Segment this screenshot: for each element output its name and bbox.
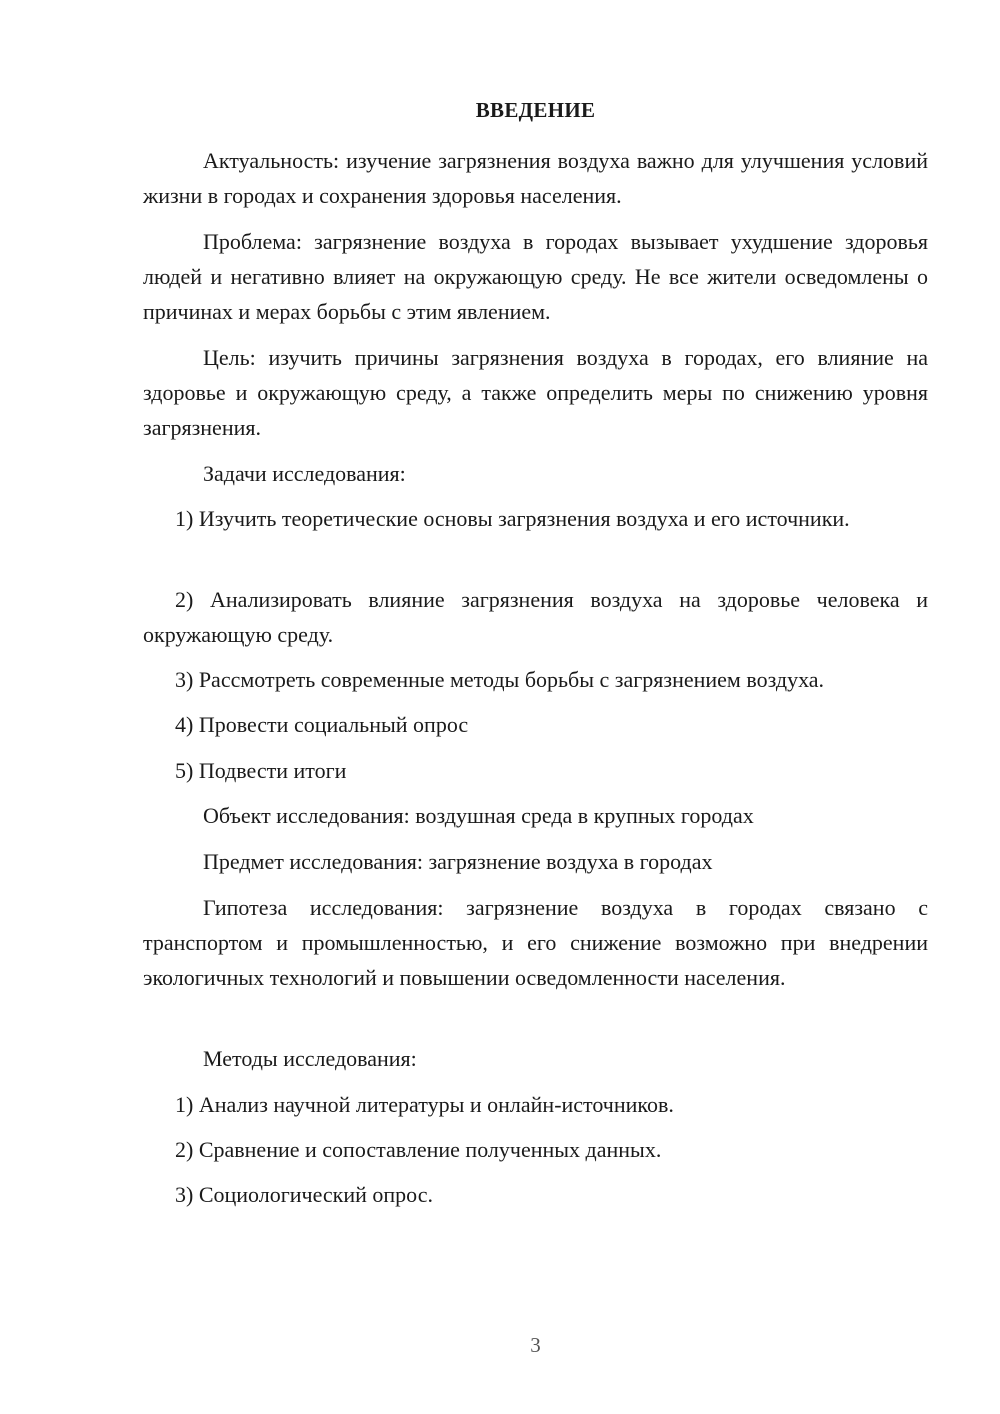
method-item: 3) Социологический опрос.: [175, 1182, 433, 1207]
hypothesis-paragraph: Гипотеза исследования: загрязнение воздуха в городах связано с транспортом и промышленностью, и его снижение возможно при внедрении экологичных технологий и повышении осведомленности населения.: [143, 895, 928, 990]
method-item: 1) Анализ научной литературы и онлайн-источников.: [175, 1092, 674, 1117]
document-page: [143, 0, 928, 1414]
task-item: 4) Провести социальный опрос: [175, 712, 469, 737]
task-item: 5) Подвести итоги: [175, 758, 347, 783]
methods-heading: Методы исследования:: [203, 1046, 417, 1071]
problem-paragraph: Проблема: загрязнение воздуха в городах вызывает ухудшение здоровья людей и негативно влияет на окружающую среду. Не все жители осведомлены о причинах и мерах борьбы с этим явлением.: [143, 229, 928, 324]
task-item: 3) Рассмотреть современные методы борьбы с загрязнением воздуха.: [175, 667, 825, 692]
tasks-heading: Задачи исследования:: [203, 461, 406, 486]
task-item: 2) Анализировать влияние загрязнения воздуха на здоровье человека и окружающую среду.: [143, 587, 928, 647]
object-paragraph: Объект исследования: воздушная среда в крупных городах: [203, 803, 754, 828]
task-item: 1) Изучить теоретические основы загрязнения воздуха и его источники.: [175, 506, 850, 531]
method-item: 2) Сравнение и сопоставление полученных данных.: [175, 1137, 662, 1162]
goal-paragraph: Цель: изучить причины загрязнения воздуха в городах, его влияние на здоровье и окружающую среду, а также определить меры по снижению уровня загрязнения.: [143, 345, 928, 440]
subject-paragraph: Предмет исследования: загрязнение воздуха в городах: [203, 849, 713, 874]
section-title: ВВЕДЕНИЕ: [475, 98, 596, 122]
page-number: 3: [530, 1333, 541, 1357]
relevance-paragraph: Актуальность: изучение загрязнения воздуха важно для улучшения условий жизни в городах и сохранения здоровья населения.: [143, 148, 928, 208]
